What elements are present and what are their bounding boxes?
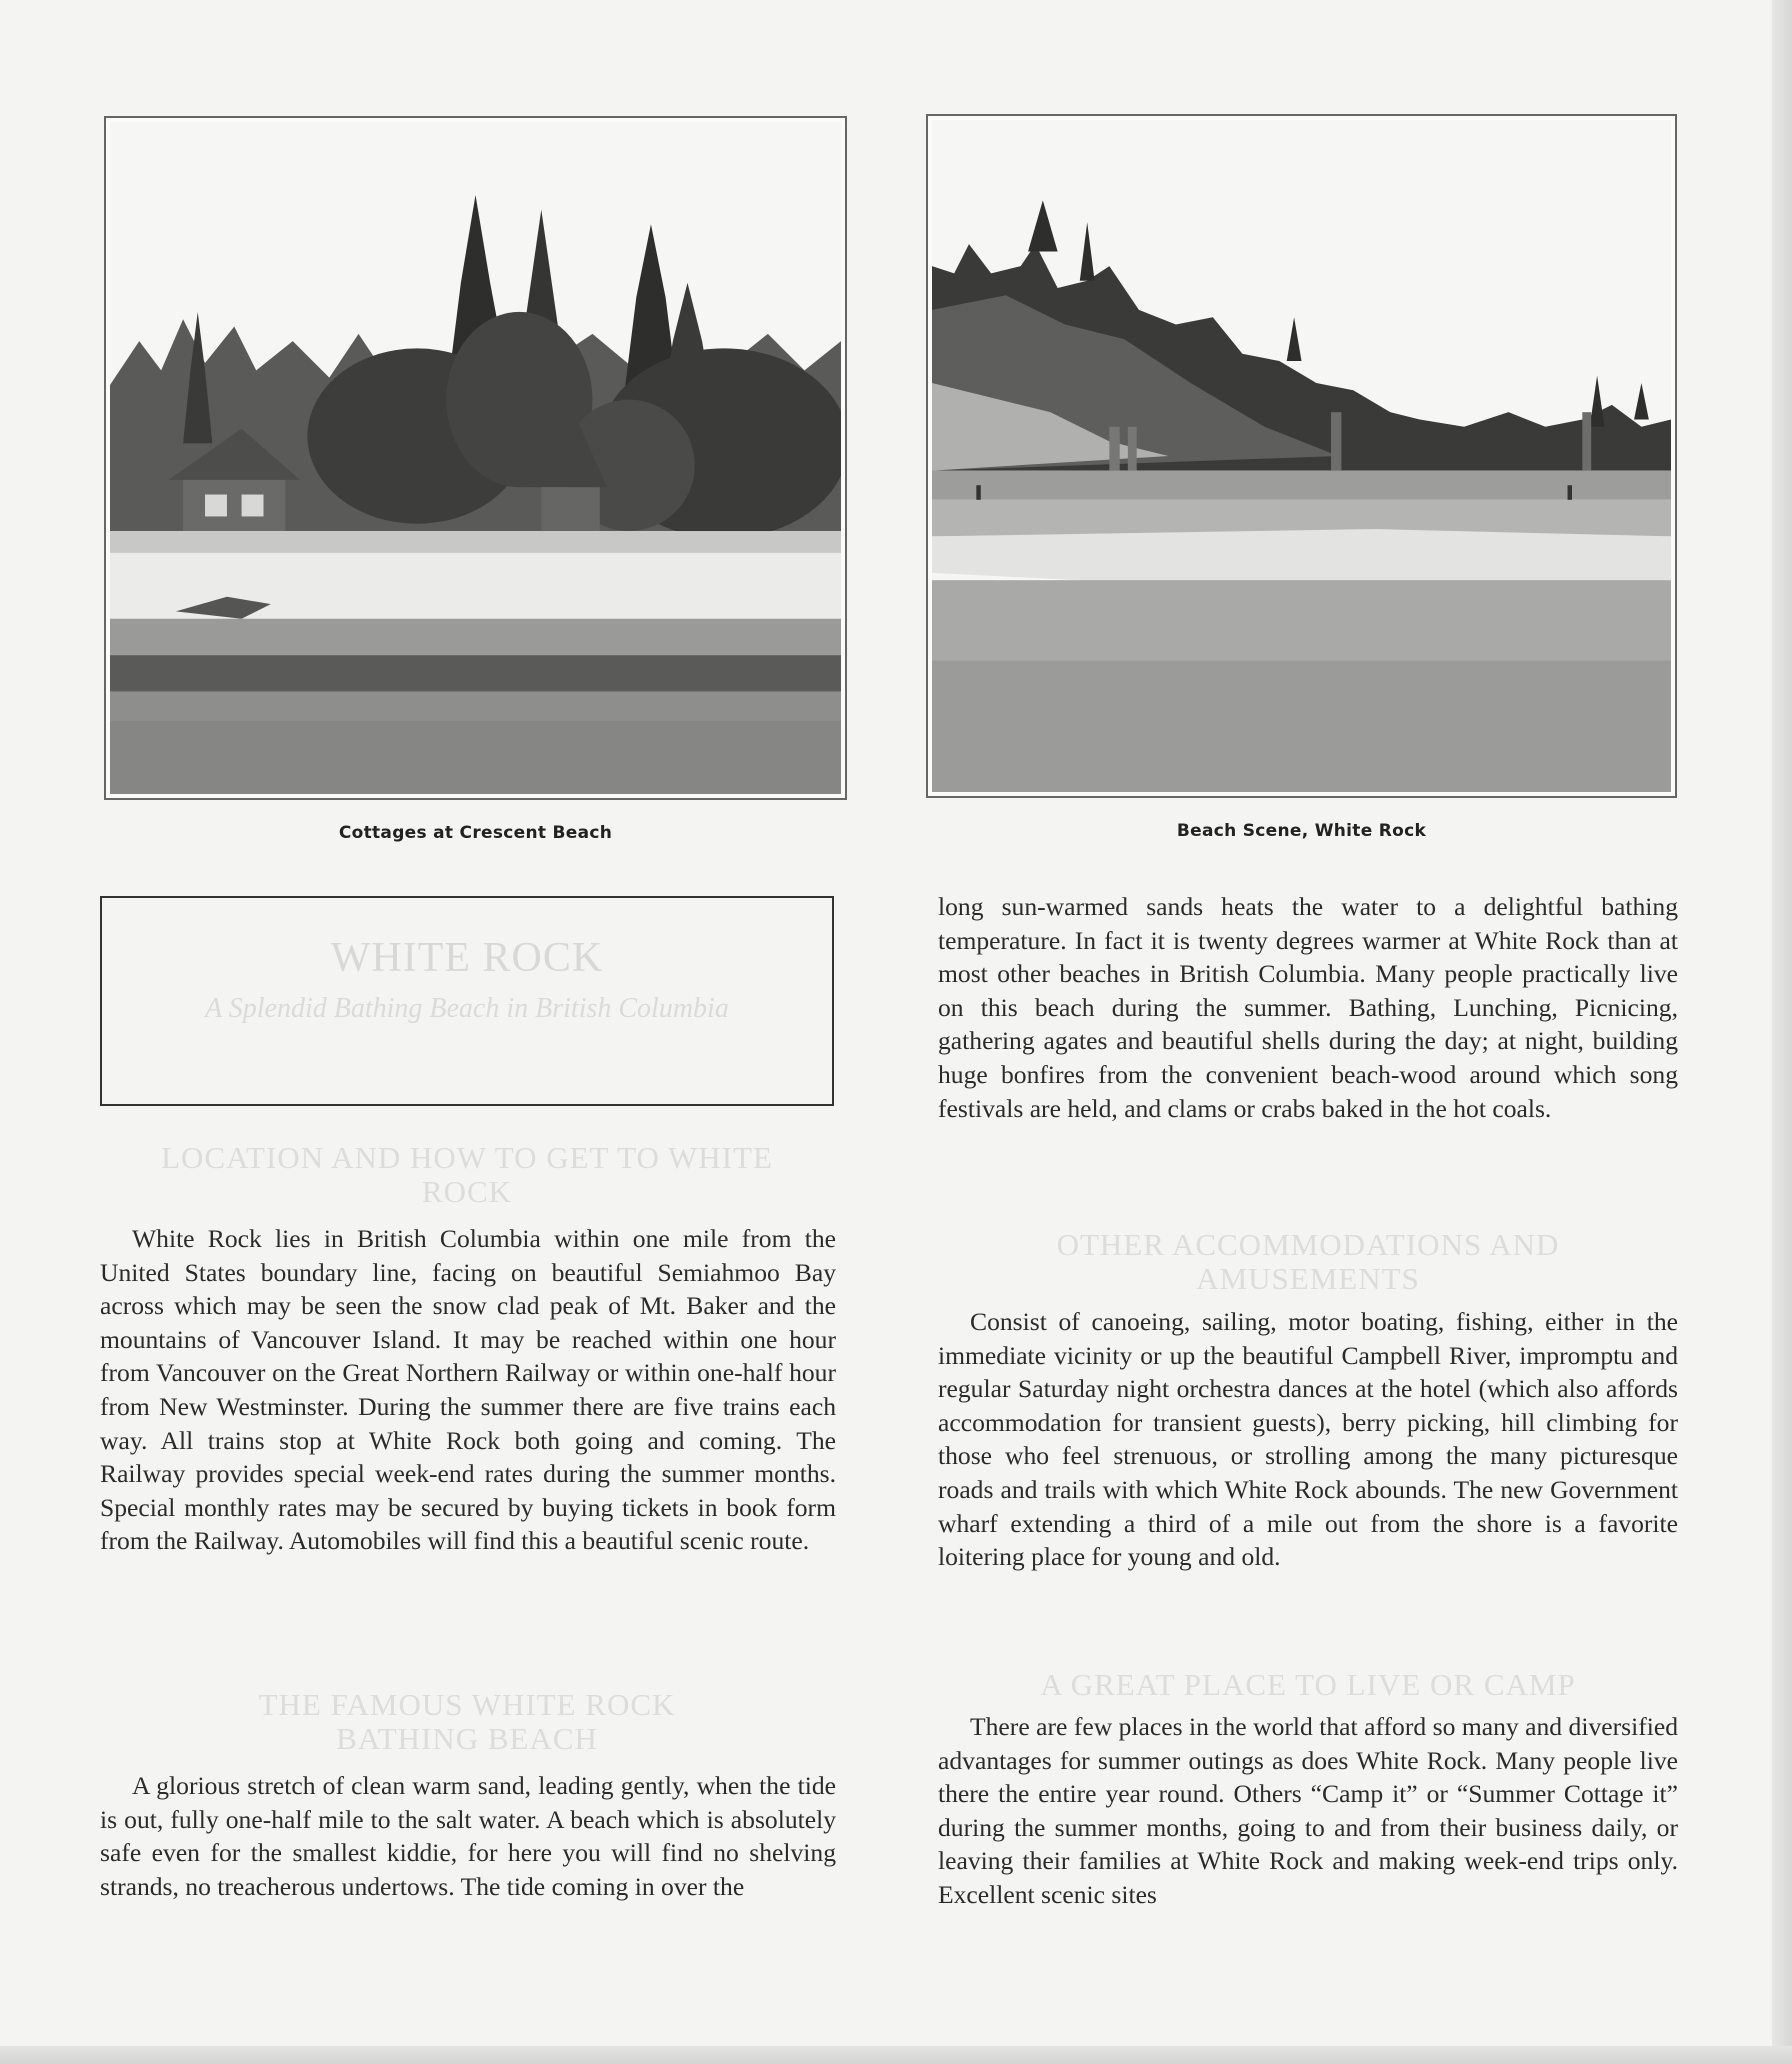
section-heading-location: LOCATION AND HOW TO GET TO WHITE ROCK [161, 1140, 773, 1209]
paragraph-location: White Rock lies in British Columbia within one mile from the United States boundary line, facing on beautiful Semiahmoo Bay across which may be seen the snow clad peak of Mt. Baker and the mountains of Vancouver Island. It may be reached within one hour from Vancouver on the Great Northern Railway or within one-half hour from New Westminster. During the summer there are five trains each way. All trains stop at White Rock both going and coming. The Railway provides special week-end rates during the summer months. Special monthly rates may be secured by buying tickets in book form from the Railway. Automobiles will find this a beautiful scenic route. [100, 1224, 836, 1556]
section-heading-accommodations: OTHER ACCOMMODATIONS AND AMUSEMENTS [1056, 1227, 1560, 1296]
beach-scene-photo-image [932, 120, 1671, 792]
right-photo-caption: Beach Scene, White Rock [1176, 821, 1427, 841]
page-subtitle: A Splendid Bathing Beach in British Columbia [205, 993, 729, 1024]
paragraph-camp: There are few places in the world that afford so many and diversified advantages for summer outings as does White Rock. Many people live there the entire year round. Others “Camp it” or “Summer Cottage it” during the summer months, going to and from their business daily, or leaving their families at White Rock and making week-end trips only. Excellent scenic sites [938, 1712, 1678, 1909]
page-edge [1772, 0, 1792, 2064]
cottages-photo [104, 116, 847, 800]
paragraph-beach-continued: long sun-warmed sands heats the water to a delightful bathing temperature. In fact it is twenty degrees warmer at White Rock than at most other beaches in British Columbia. Many people practically live on this beach during the summer. Bathing, Lunching, Picnicing, gathering agates and beautiful shells during the day; at night, building huge bonfires from the convenient beach-wood around which song festivals are held, and clams or crabs baked in the hot coals. [938, 892, 1678, 1123]
section-heading-beach: THE FAMOUS WHITE ROCK BATHING BEACH [258, 1687, 676, 1756]
cottages-photo-image [110, 122, 841, 794]
paragraph-accommodations: Consist of canoeing, sailing, motor boating, fishing, either in the immediate vicinity or up the beautiful Campbell River, impromptu and regular Saturday night orchestra dances at the hotel (which also affords accommodation for transient guests), berry picking, hill climbing for those who feel strenuous, or strolling among the many picturesque roads and trails with which White Rock abounds. The new Government wharf extending a third of a mile out from the shore is a favorite loitering place for young and old. [938, 1307, 1678, 1572]
paragraph-beach: A glorious stretch of clean warm sand, leading gently, when the tide is out, fully one-half mile to the salt water. A beach which is absolutely safe even for the smallest kiddie, for here you will find no shelving strands, no treacherous undertows. The tide coming in over the [100, 1771, 836, 1901]
left-photo-caption: Cottages at Crescent Beach [338, 823, 613, 843]
title-box [100, 896, 834, 1106]
beach-scene-photo [926, 114, 1677, 798]
section-heading-camp: A GREAT PLACE TO LIVE OR CAMP [1040, 1667, 1576, 1702]
page-edge [0, 2046, 1792, 2064]
page-title: WHITE ROCK [330, 935, 604, 981]
